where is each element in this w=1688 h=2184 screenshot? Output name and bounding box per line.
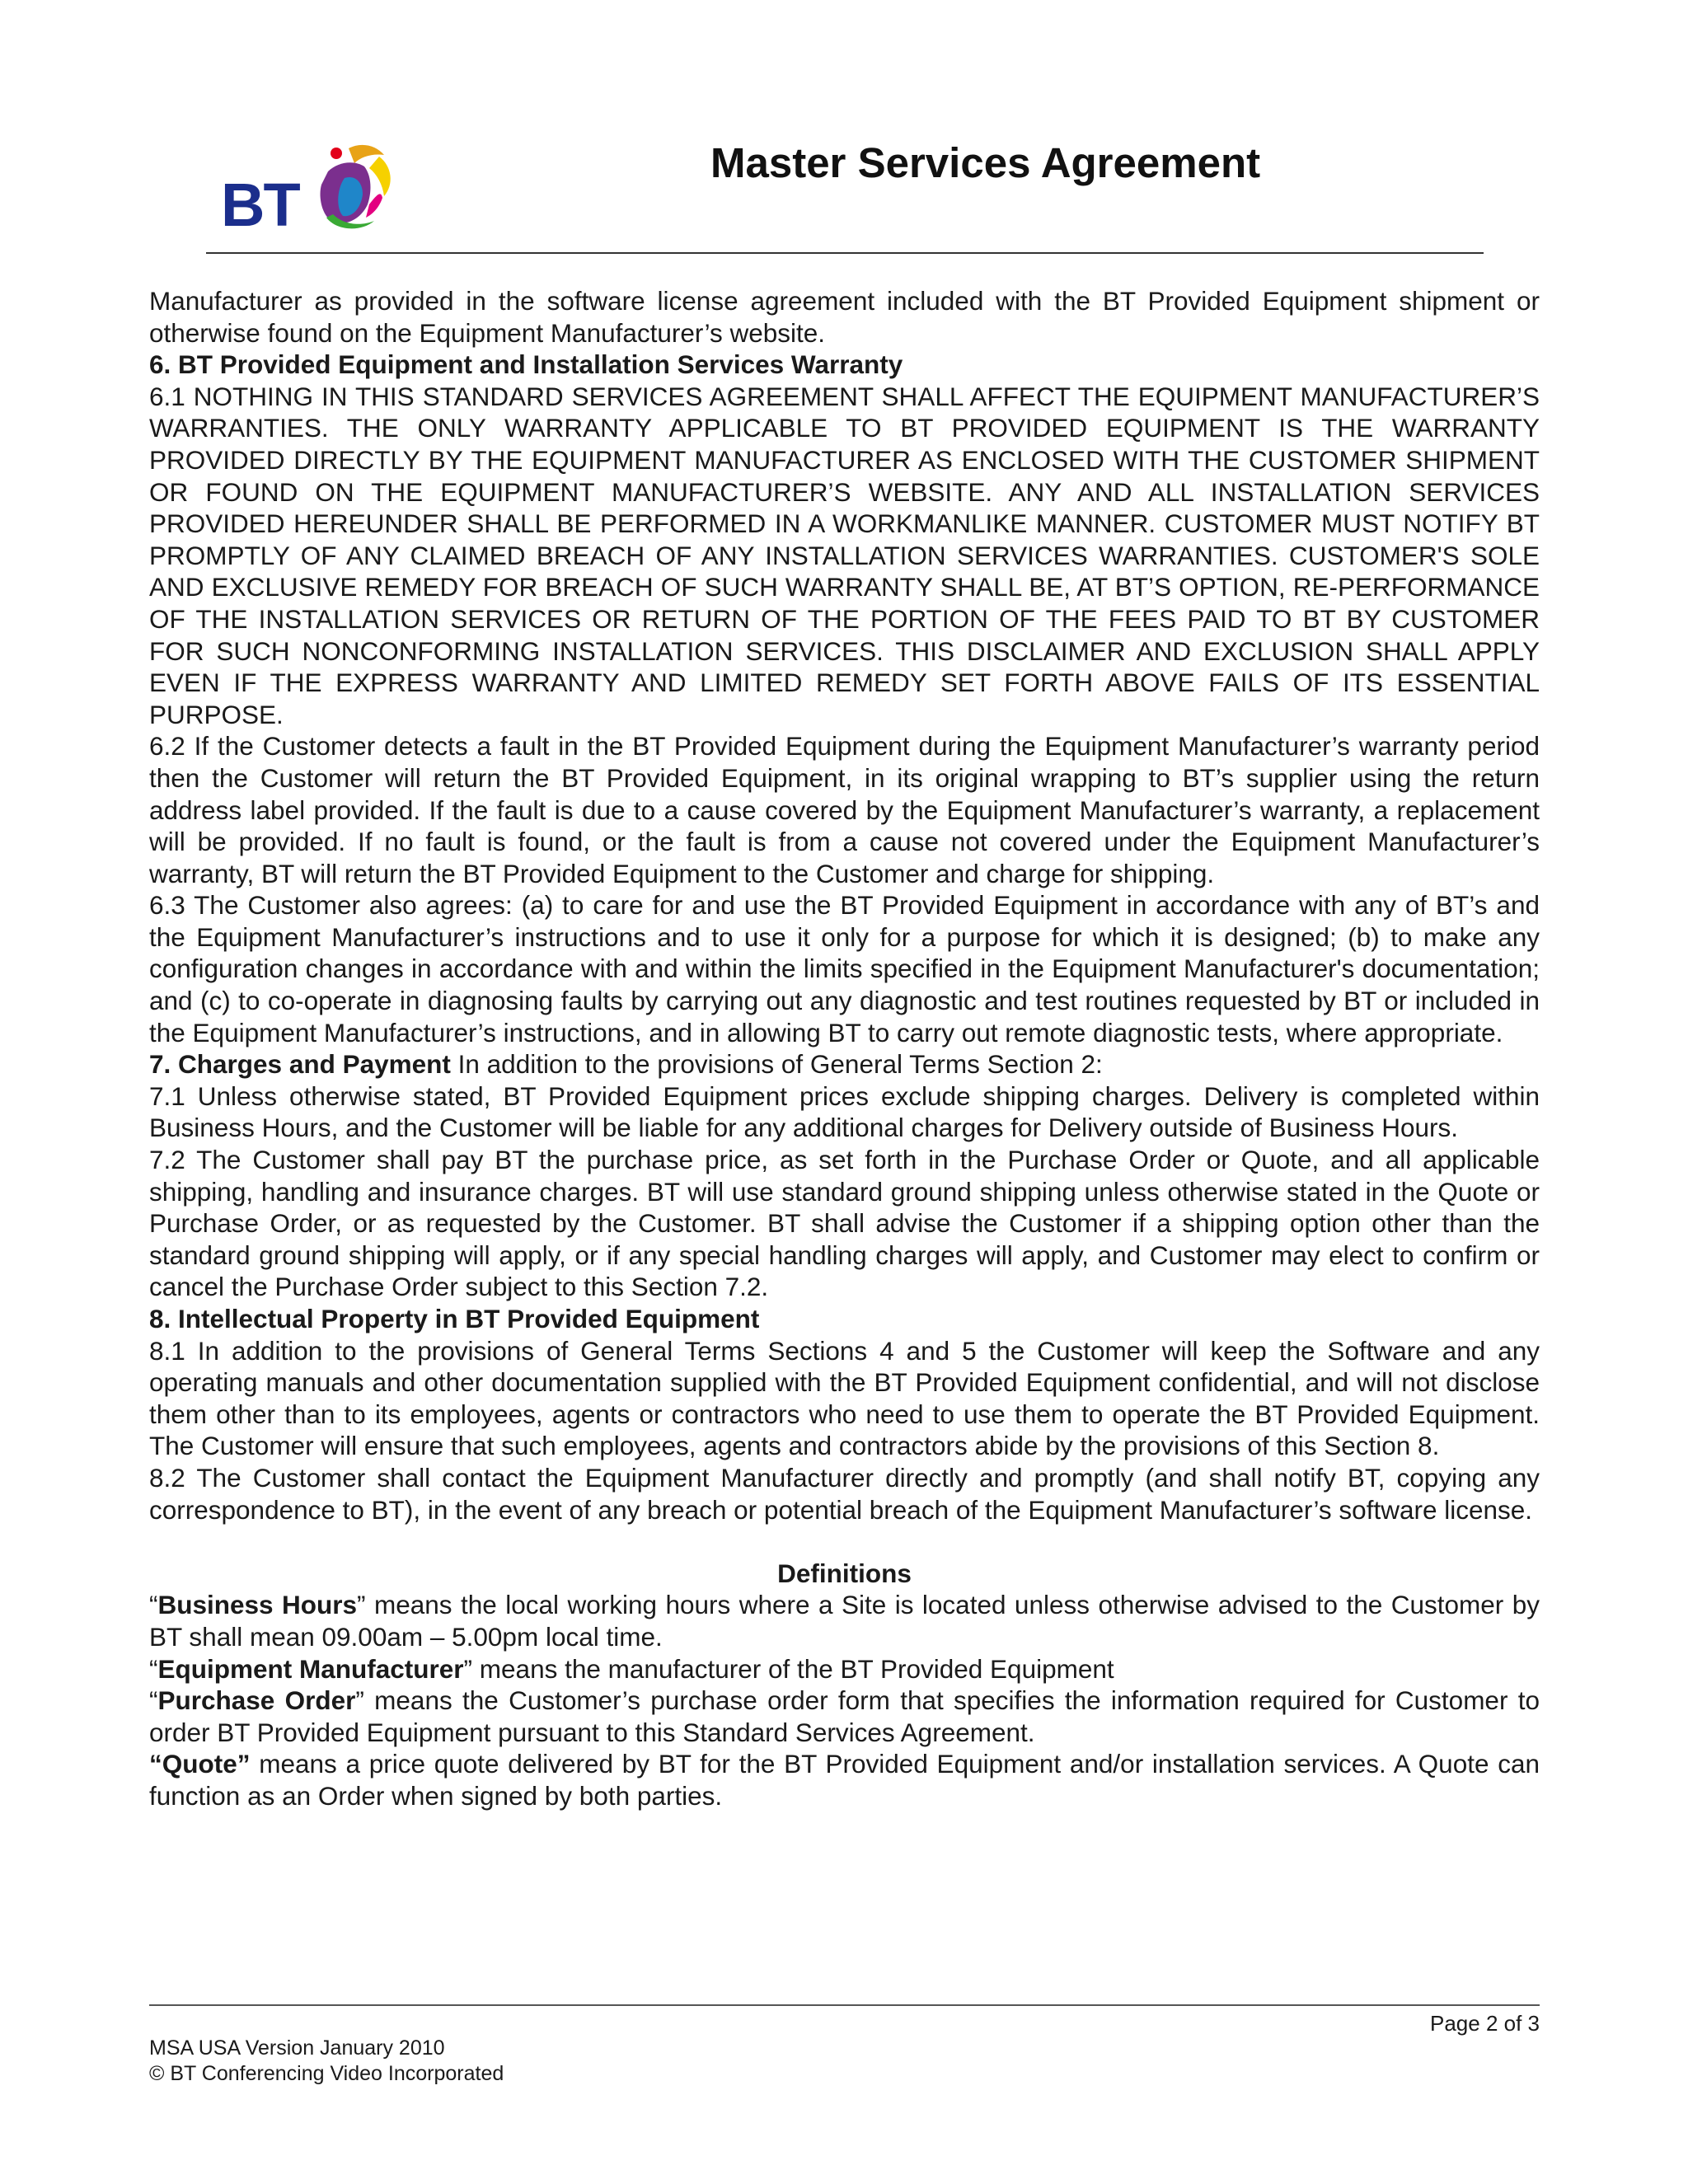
definition-term: Equipment Manufacturer <box>157 1653 464 1684</box>
spacer <box>149 1526 1540 1558</box>
document-title: Master Services Agreement <box>710 139 1261 186</box>
section-7-heading: 7. Charges and Payment <box>149 1049 451 1080</box>
definitions-heading: Definitions <box>777 1558 912 1588</box>
section-7-intro: In addition to the provisions of General Terms Section 2: <box>450 1049 1103 1080</box>
clause-6-2: 6.2 If the Customer detects a fault in the BT Provided Equipment during the Equipment Manufacturer’s warranty period then the Customer will return the BT Provided Equipment, in its original wrapping to BT’s supplier using the return address label provided. If the fault is due to a cause covered by the Equipment Manufacturer’s warranty, a replacement will be provided. If no fault is found, or the fault is from a cause not covered under the Equipment Manufacturer’s warranty, BT will return the BT Provided Equipment to the Customer and charge for shipping. <box>149 731 1540 888</box>
definition-text: means the local working hours where a Site is located unless otherwise advised to the Customer by BT shall mean 09.00am – 5.00pm local time. <box>149 1590 1540 1652</box>
clause-6-1: 6.1 NOTHING IN THIS STANDARD SERVICES AGREEMENT SHALL AFFECT THE EQUIPMENT MANUFACTURER’S WARRANTIES. THE ONLY WARRANTY APPLICABLE TO BT PROVIDED EQUIPMENT IS THE WARRANTY PROVIDED DIRECTLY BY THE EQUIPMENT MANUFACTURER AS ENCLOSED WITH THE CUSTOMER SHIPMENT OR FOUND ON THE EQUIPMENT MANUFACTURER’S WEBSITE. ANY AND ALL INSTALLATION SERVICES PROVIDED HEREUNDER SHALL BE PERFORMED IN A WORKMANLIKE MANNER. CUSTOMER MUST NOTIFY BT PROMPTLY OF ANY CLAIMED BREACH OF ANY INSTALLATION SERVICES WARRANTIES. CUSTOMER'S SOLE AND EXCLUSIVE REMEDY FOR BREACH OF SUCH WARRANTY SHALL BE, AT BT’S OPTION, RE-PERFORMANCE OF THE INSTALLATION SERVICES OR RETURN OF THE PORTION OF THE FEES PAID TO BT BY CUSTOMER FOR SUCH NONCONFORMING INSTALLATION SERVICES. THIS DISCLAIMER AND EXCLUSION SHALL APPLY EVEN IF THE EXPRESS WARRANTY AND LIMITED REMEDY SET FORTH ABOVE FAILS OF ITS ESSENTIAL PURPOSE. <box>149 381 1540 729</box>
section-7-line <box>149 1048 1540 1080</box>
definition-text: means a price quote delivered by BT for the BT Provided Equipment and/or installation services. A Quote can function as an Order when signed by both parties. <box>149 1749 1540 1811</box>
clause-7-1: 7.1 Unless otherwise stated, BT Provided Equipment prices exclude shipping charges. Delivery is completed within Business Hours, and the Customer will be liable for any additional charges for Delivery outside of Business Hours. <box>149 1080 1540 1143</box>
footer-copyright: © BT Conferencing Video Incorporated <box>149 2062 504 2085</box>
definition-term: Purchase Order <box>157 1685 356 1716</box>
footer-version: MSA USA Version January 2010 <box>149 2036 445 2060</box>
section-8-heading: 8. Intellectual Property in BT Provided Equipment <box>149 1304 760 1333</box>
header-divider <box>206 252 1484 254</box>
clause-7-2: 7.2 The Customer shall pay BT the purchase price, as set forth in the Purchase Order or Quote, and all applicable shipping, handling and insurance charges. BT will use standard ground shipping unless otherwise stated in the Quote or Purchase Order, or as requested by the Customer. BT shall advise the Customer if a shipping option other than the standard ground shipping will apply, or if any special handling charges will apply, and Customer may elect to confirm or cancel the Purchase Order subject to this Section 7.2. <box>149 1145 1540 1302</box>
footer <box>149 2036 504 2087</box>
definition-quote: “Quote” means a price quote delivered by BT for the BT Provided Equipment and/or installation services. A Quote can function as an Order when signed by both parties. <box>149 1749 1540 1811</box>
clause-8-2: 8.2 The Customer shall contact the Equipment Manufacturer directly and promptly (and shall notify BT, copying any correspondence to BT), in the event of any breach or potential breach of the Equipment Manufacturer’s software license. <box>149 1462 1540 1525</box>
page-number: Page 2 of 3 <box>1430 2011 1540 2036</box>
definition-term: Business Hours <box>157 1590 358 1620</box>
intro-paragraph: Manufacturer as provided in the software license agreement included with the BT Provided Equipment shipment or otherwise found on the Equipment Manufacturer’s website. <box>149 286 1540 348</box>
definition-equipment-manufacturer: “Equipment Manufacturer” means the manufacturer of the BT Provided Equipment <box>149 1653 1114 1684</box>
section-6-heading: 6. BT Provided Equipment and Installation Services Warranty <box>149 349 903 380</box>
definition-term: Quote <box>162 1749 237 1779</box>
footer-divider <box>149 2004 1540 2006</box>
definition-text: means the Customer’s purchase order form that specifies the information required for Customer to order BT Provided Equipment pursuant to this Standard Services Agreement. <box>149 1685 1540 1747</box>
definition-text: means the manufacturer of the BT Provided Equipment <box>472 1653 1114 1684</box>
logo-text: BT <box>221 171 299 239</box>
clause-8-1: 8.1 In addition to the provisions of General Terms Sections 4 and 5 the Customer will keep the Software and any operating manuals and other documentation supplied with the BT Provided Equipment confidential, and will not disclose them other than to its employees, agents or contractors who need to use them to operate the BT Provided Equipment. The Customer will ensure that such employees, agents and contractors abide by the provisions of this Section 8. <box>149 1335 1540 1461</box>
piper-globe-icon <box>303 138 402 237</box>
definition-purchase-order: “Purchase Order” means the Customer’s purchase order form that specifies the information required for Customer to order BT Provided Equipment pursuant to this Standard Services Agreement. <box>149 1685 1540 1747</box>
definition-business-hours: “Business Hours” means the local working hours where a Site is located unless otherwise advised to the Customer by BT shall mean 09.00am – 5.00pm local time. <box>149 1590 1540 1652</box>
clause-6-3: 6.3 The Customer also agrees: (a) to care for and use the BT Provided Equipment in accordance with any of BT’s and the Equipment Manufacturer’s instructions and to use it only for a purpose for which it is designed; (b) to make any configuration changes in accordance with and within the limits specified in the Equipment Manufacturer's documentation; and (c) to co-operate in diagnosing faults by carrying out any diagnostic and test routines requested by BT or included in the Equipment Manufacturer’s instructions, and in allowing BT to carry out remote diagnostic tests, where appropriate. <box>149 890 1540 1047</box>
document-body <box>149 285 1540 1812</box>
bt-logo <box>221 138 410 246</box>
